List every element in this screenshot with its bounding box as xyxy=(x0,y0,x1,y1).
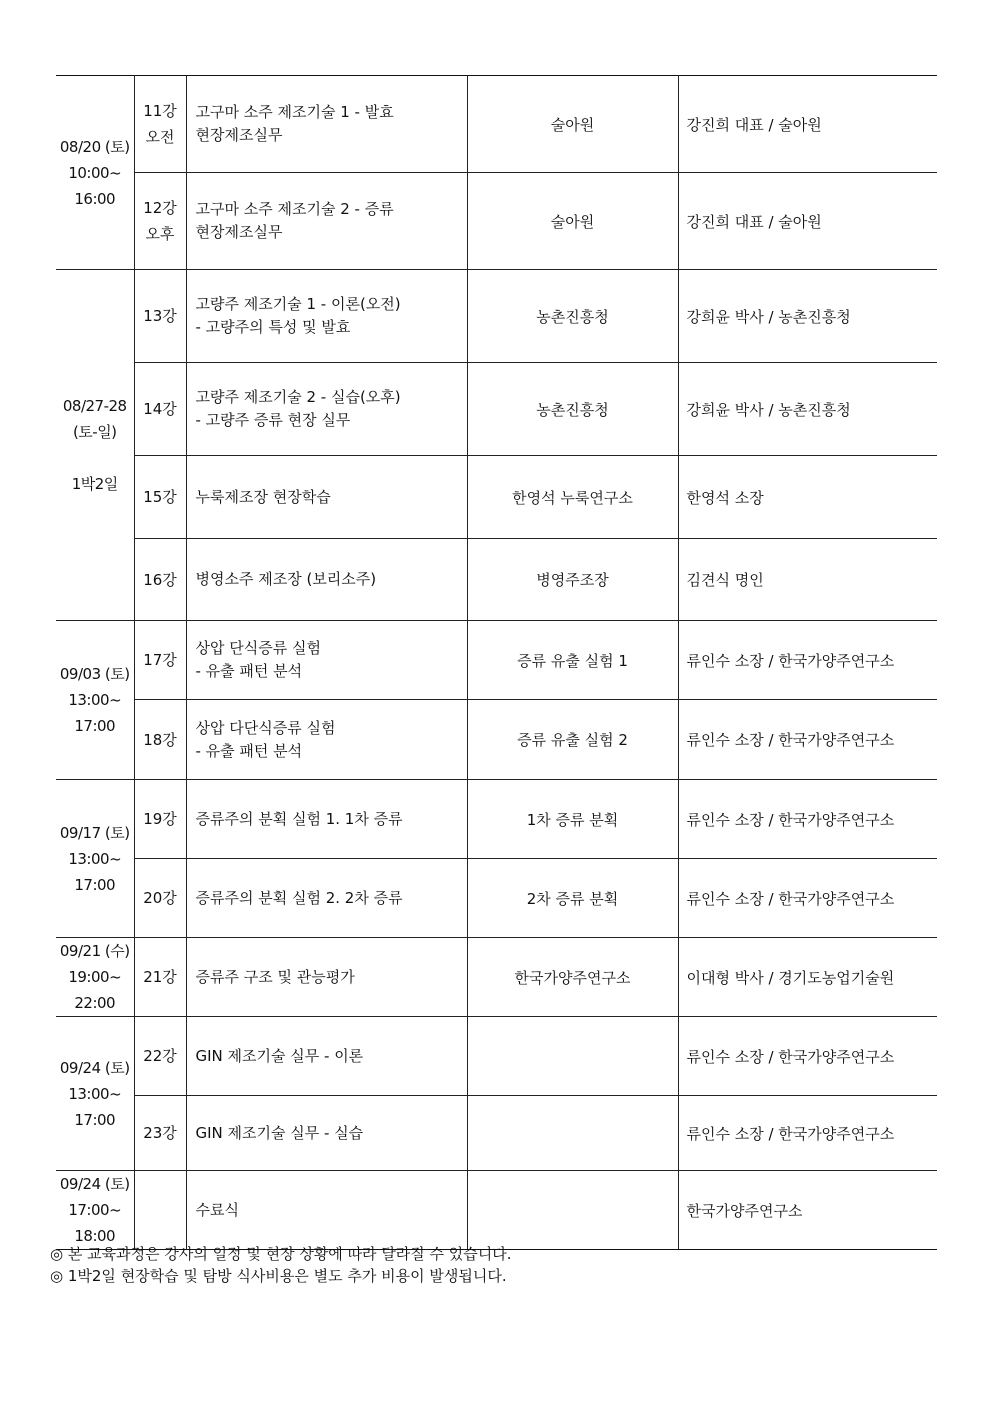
lecture-number-line: 22강 xyxy=(143,1047,177,1065)
session-date-cell xyxy=(56,1171,134,1250)
lecture-topic-cell xyxy=(186,76,467,173)
lecture-place-cell: 술아원 xyxy=(467,173,678,270)
lecture-topic-cell xyxy=(186,938,467,1017)
schedule-row xyxy=(56,859,937,938)
schedule-row xyxy=(56,1171,937,1250)
lecture-topic-line: 현장제조실무 xyxy=(195,126,283,144)
lecture-place-cell: 술아원 xyxy=(467,76,678,173)
session-date-line: 09/24 (토) xyxy=(59,1175,130,1193)
lecture-place-cell: 한국가양주연구소 xyxy=(467,938,678,1017)
note-extra-cost: ◎ 1박2일 현장학습 및 탐방 식사비용은 별도 추가 비용이 발생됩니다. xyxy=(50,1267,507,1285)
lecture-number-line: 14강 xyxy=(143,400,177,418)
session-date-line: 17:00~ xyxy=(68,1201,122,1219)
session-date-line: 09/24 (토) xyxy=(59,1058,130,1077)
lecture-place-cell: 병영주조장 xyxy=(467,539,678,621)
session-date-cell xyxy=(56,1017,134,1171)
lecture-topic-cell xyxy=(186,780,467,859)
lecture-number-line: 11강 xyxy=(143,102,177,120)
session-date-line: 10:00~ xyxy=(68,163,122,182)
lecturer-cell: 류인수 소장 / 한국가양주연구소 xyxy=(678,700,937,780)
session-date-line xyxy=(56,445,134,471)
lecture-place-cell: 1차 증류 분획 xyxy=(467,780,678,859)
lecture-topic-line: 고량주 제조기술 1 - 이론(오전) xyxy=(195,295,401,313)
lecture-topic-line: 고구마 소주 제조기술 1 - 발효 xyxy=(195,103,394,121)
lecture-topic-line: 수료식 xyxy=(195,1200,239,1219)
session-date-line: 13:00~ xyxy=(68,691,122,709)
lecture-place-cell: 농촌진흥청 xyxy=(467,363,678,456)
schedule-row xyxy=(56,938,937,1017)
lecture-topic-line: - 유출 패턴 분석 xyxy=(195,662,303,680)
lecture-topic-cell xyxy=(186,270,467,363)
session-date-line: 17:00 xyxy=(74,875,116,894)
lecturer-cell: 류인수 소장 / 한국가양주연구소 xyxy=(678,1017,937,1096)
session-date-line: 09/21 (수) xyxy=(59,942,130,960)
lecture-number-cell xyxy=(134,456,186,539)
lecture-topic-line: 상압 단식증류 실험 xyxy=(195,639,321,657)
lecture-place-cell: 증류 유출 실험 2 xyxy=(467,700,678,780)
lecture-number-cell xyxy=(134,270,186,363)
lecture-topic-line: - 고량주의 특성 및 발효 xyxy=(195,318,351,336)
lecture-number-line: 12강 xyxy=(143,199,177,217)
session-date-line: 13:00~ xyxy=(68,1084,122,1103)
session-date-cell xyxy=(56,270,134,621)
schedule-row xyxy=(56,700,937,780)
lecture-number-line: 13강 xyxy=(143,307,177,325)
lecturer-cell: 한국가양주연구소 xyxy=(678,1171,937,1250)
lecture-topic-cell xyxy=(186,700,467,780)
session-date-line: 1박2일 xyxy=(71,475,118,493)
lecturer-cell: 강희윤 박사 / 농촌진흥청 xyxy=(678,270,937,363)
schedule-row xyxy=(56,780,937,859)
lecture-number-cell xyxy=(134,621,186,700)
session-date-line: 13:00~ xyxy=(68,849,122,868)
lecture-topic-cell xyxy=(186,173,467,270)
session-date-line: 09/03 (토) xyxy=(59,665,130,683)
schedule-row xyxy=(56,363,937,456)
lecture-number-cell xyxy=(134,173,186,270)
lecture-place-cell xyxy=(467,1171,678,1250)
lecture-topic-line: 고구마 소주 제조기술 2 - 증류 xyxy=(195,200,394,218)
session-date-cell xyxy=(56,780,134,938)
session-date-line: 22:00 xyxy=(74,994,116,1012)
lecture-number-line: 21강 xyxy=(143,968,177,986)
schedule-row xyxy=(56,1096,937,1171)
lecture-topic-cell xyxy=(186,456,467,539)
lecture-number-line: 17강 xyxy=(143,651,177,669)
lecture-topic-cell xyxy=(186,363,467,456)
lecture-number-line: 오후 xyxy=(145,225,175,243)
lecture-topic-line: - 유출 패턴 분석 xyxy=(195,741,303,760)
lecture-topic-line: GIN 제조기술 실무 - 이론 xyxy=(195,1046,364,1065)
lecturer-cell: 류인수 소장 / 한국가양주연구소 xyxy=(678,780,937,859)
lecture-number-cell xyxy=(134,700,186,780)
lecture-topic-line: - 고량주 증류 현장 실무 xyxy=(195,411,351,429)
lecture-place-cell xyxy=(467,1017,678,1096)
lecture-number-line: 오전 xyxy=(145,128,175,146)
session-date-line: 17:00 xyxy=(74,717,116,735)
lecture-number-line xyxy=(135,1197,186,1223)
session-date-line: 17:00 xyxy=(74,1110,116,1129)
note-schedule-change: ◎ 본 교육과정은 강사의 일정 및 현장 상황에 따라 달라질 수 있습니다. xyxy=(50,1245,512,1263)
schedule-row xyxy=(56,539,937,621)
lecture-topic-line: 현장제조실무 xyxy=(195,223,283,241)
lecture-topic-cell xyxy=(186,539,467,621)
session-date-line: (토-일) xyxy=(72,423,117,441)
lecture-number-cell xyxy=(134,859,186,938)
schedule-row xyxy=(56,76,937,173)
lecturer-cell: 한영석 소장 xyxy=(678,456,937,539)
lecture-number-line: 19강 xyxy=(143,810,177,828)
lecture-topic-line: 상압 다단식증류 실험 xyxy=(195,718,336,737)
session-date-cell xyxy=(56,621,134,780)
lecture-topic-cell xyxy=(186,1017,467,1096)
lecture-place-cell: 증류 유출 실험 1 xyxy=(467,621,678,700)
lecture-topic-line: 증류주 구조 및 관능평가 xyxy=(195,967,355,986)
lecture-number-cell xyxy=(134,539,186,621)
lecture-number-cell xyxy=(134,1171,186,1250)
lecture-place-cell: 농촌진흥청 xyxy=(467,270,678,363)
lecture-number-line: 18강 xyxy=(143,730,177,749)
lecture-number-cell xyxy=(134,76,186,173)
session-date-line: 19:00~ xyxy=(68,968,122,986)
lecture-topic-line: 병영소주 제조장 (보리소주) xyxy=(195,570,377,588)
lecturer-cell: 이대형 박사 / 경기도농업기술원 xyxy=(678,938,937,1017)
lecturer-cell: 강진희 대표 / 술아원 xyxy=(678,76,937,173)
lecture-number-line: 20강 xyxy=(143,889,177,907)
schedule-row xyxy=(56,173,937,270)
lecture-topic-line: 누룩제조장 현장학습 xyxy=(195,487,331,506)
lecture-topic-line: 증류주의 분획 실험 2. 2차 증류 xyxy=(195,888,403,907)
lecturer-cell: 강희윤 박사 / 농촌진흥청 xyxy=(678,363,937,456)
session-date-line: 08/27-28 xyxy=(62,397,127,415)
lecturer-cell: 김견식 명인 xyxy=(678,539,937,621)
notes xyxy=(50,1243,512,1287)
lecture-number-cell xyxy=(134,1096,186,1171)
lecturer-cell: 류인수 소장 / 한국가양주연구소 xyxy=(678,1096,937,1171)
lecture-number-line: 15강 xyxy=(143,488,177,506)
lecture-place-cell: 한영석 누룩연구소 xyxy=(467,456,678,539)
lecture-topic-cell xyxy=(186,859,467,938)
session-date-cell xyxy=(56,938,134,1017)
schedule-table xyxy=(56,75,937,1250)
lecturer-cell: 류인수 소장 / 한국가양주연구소 xyxy=(678,859,937,938)
session-date-cell xyxy=(56,76,134,270)
lecture-topic-cell xyxy=(186,1171,467,1250)
lecture-place-cell: 2차 증류 분획 xyxy=(467,859,678,938)
lecture-topic-line: GIN 제조기술 실무 - 실습 xyxy=(195,1123,364,1142)
lecturer-cell: 강진희 대표 / 술아원 xyxy=(678,173,937,270)
lecture-topic-cell xyxy=(186,1096,467,1171)
session-date-line: 18:00 xyxy=(74,1227,116,1245)
session-date-line: 16:00 xyxy=(74,189,116,208)
schedule-row xyxy=(56,1017,937,1096)
lecture-number-line: 23강 xyxy=(143,1124,177,1142)
schedule-row xyxy=(56,456,937,539)
lecture-number-line: 16강 xyxy=(143,570,177,589)
lecture-topic-line: 고량주 제조기술 2 - 실습(오후) xyxy=(195,388,401,406)
lecture-topic-cell xyxy=(186,621,467,700)
lecture-topic-line: 증류주의 분획 실험 1. 1차 증류 xyxy=(195,809,403,828)
schedule-row xyxy=(56,621,937,700)
lecture-number-cell xyxy=(134,938,186,1017)
lecture-number-cell xyxy=(134,780,186,859)
lecture-number-cell xyxy=(134,363,186,456)
lecture-number-cell xyxy=(134,1017,186,1096)
lecture-place-cell xyxy=(467,1096,678,1171)
lecturer-cell: 류인수 소장 / 한국가양주연구소 xyxy=(678,621,937,700)
session-date-line: 08/20 (토) xyxy=(59,137,130,156)
session-date-line: 09/17 (토) xyxy=(59,823,130,842)
schedule-row xyxy=(56,270,937,363)
